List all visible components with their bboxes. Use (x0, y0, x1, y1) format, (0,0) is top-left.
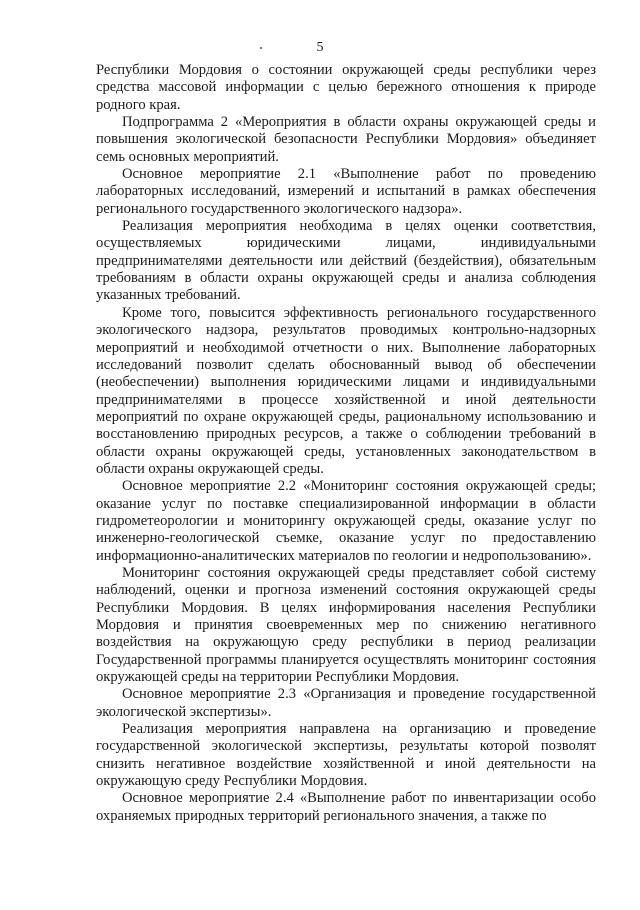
paragraph-measure-2-3-purpose: Реализация мероприятия направлена на организацию и проведение государственной экологической экспертизы, результаты которой позволят снизить негативное воздействие хозяйственной и иной деятельности на окружающую среду Республики Мордовия. (96, 721, 596, 790)
page-number: 5 (316, 40, 324, 55)
paragraph-measure-2-1-effect: Кроме того, повысится эффективность регионального государственного экологического надзора, результатов проводимых контрольно-надзорных мероприятий и необходимой отчетности о них. Выполнение лабораторных исследований позволит сделать обоснованный вывод об обеспечении (необеспечении) выполнения юридическими лицами и индивидуальными предпринимателями в процессе хозяйственной и иной деятельности мероприятий по охране окружающей среды, рациональному использованию и восстановлению природных ресурсов, а также о соблюдении требований в области охраны окружающей среды, установленных законодательством в области охраны окружающей среды. (96, 304, 596, 477)
document-body (96, 62, 596, 825)
scan-speck (260, 47, 262, 49)
paragraph-subprogram-2: Подпрограмма 2 «Мероприятия в области охраны окружающей среды и повышения экологической безопасности Республики Мордовия» объединяет семь основных мероприятий. (96, 114, 596, 165)
paragraph-measure-2-3: Основное мероприятие 2.3 «Организация и проведение государственной экологической экспертизы». (96, 686, 596, 720)
paragraph-measure-2-1-purpose: Реализация мероприятия необходима в целях оценки соответствия, осуществляемых юридическими лицами, индивидуальными предпринимателями деятельности или действий (бездействия), обязательным требованиям в области охраны окружающей среды и анализа соблюдения указанных требований. (96, 218, 596, 304)
paragraph-monitoring: Мониторинг состояния окружающей среды представляет собой систему наблюдений, оценки и прогноза изменений состояния окружающей среды Республики Мордовия. В целях информирования населения Республики Мордовия и принятия своевременных мер по снижению негативного воздействия на окружающую среду республики в период реализации Государственной программы планируется осуществлять мониторинг состояния окружающей среды на территории Республики Мордовия. (96, 564, 596, 686)
paragraph-measure-2-1: Основное мероприятие 2.1 «Выполнение работ по проведению лабораторных исследований, измерений и испытаний в рамках обеспечения регионального государственного экологического надзора». (96, 166, 596, 217)
paragraph-continuation: Республики Мордовия о состоянии окружающей среды республики через средства массовой информации с целью бережного отношения к природе родного края. (96, 62, 596, 113)
paragraph-measure-2-2: Основное мероприятие 2.2 «Мониторинг состояния окружающей среды; оказание услуг по поставке специализированной информации в области гидрометеорологии и мониторингу окружающей среды, оказание услуг по инженерно-геологической съемке, оказание услуг по предоставлению информационно-аналитических материалов по геологии и недропользованию». (96, 478, 596, 564)
paragraph-measure-2-4: Основное мероприятие 2.4 «Выполнение работ по инвентаризации особо охраняемых природных территорий регионального значения, а также по (96, 790, 596, 824)
